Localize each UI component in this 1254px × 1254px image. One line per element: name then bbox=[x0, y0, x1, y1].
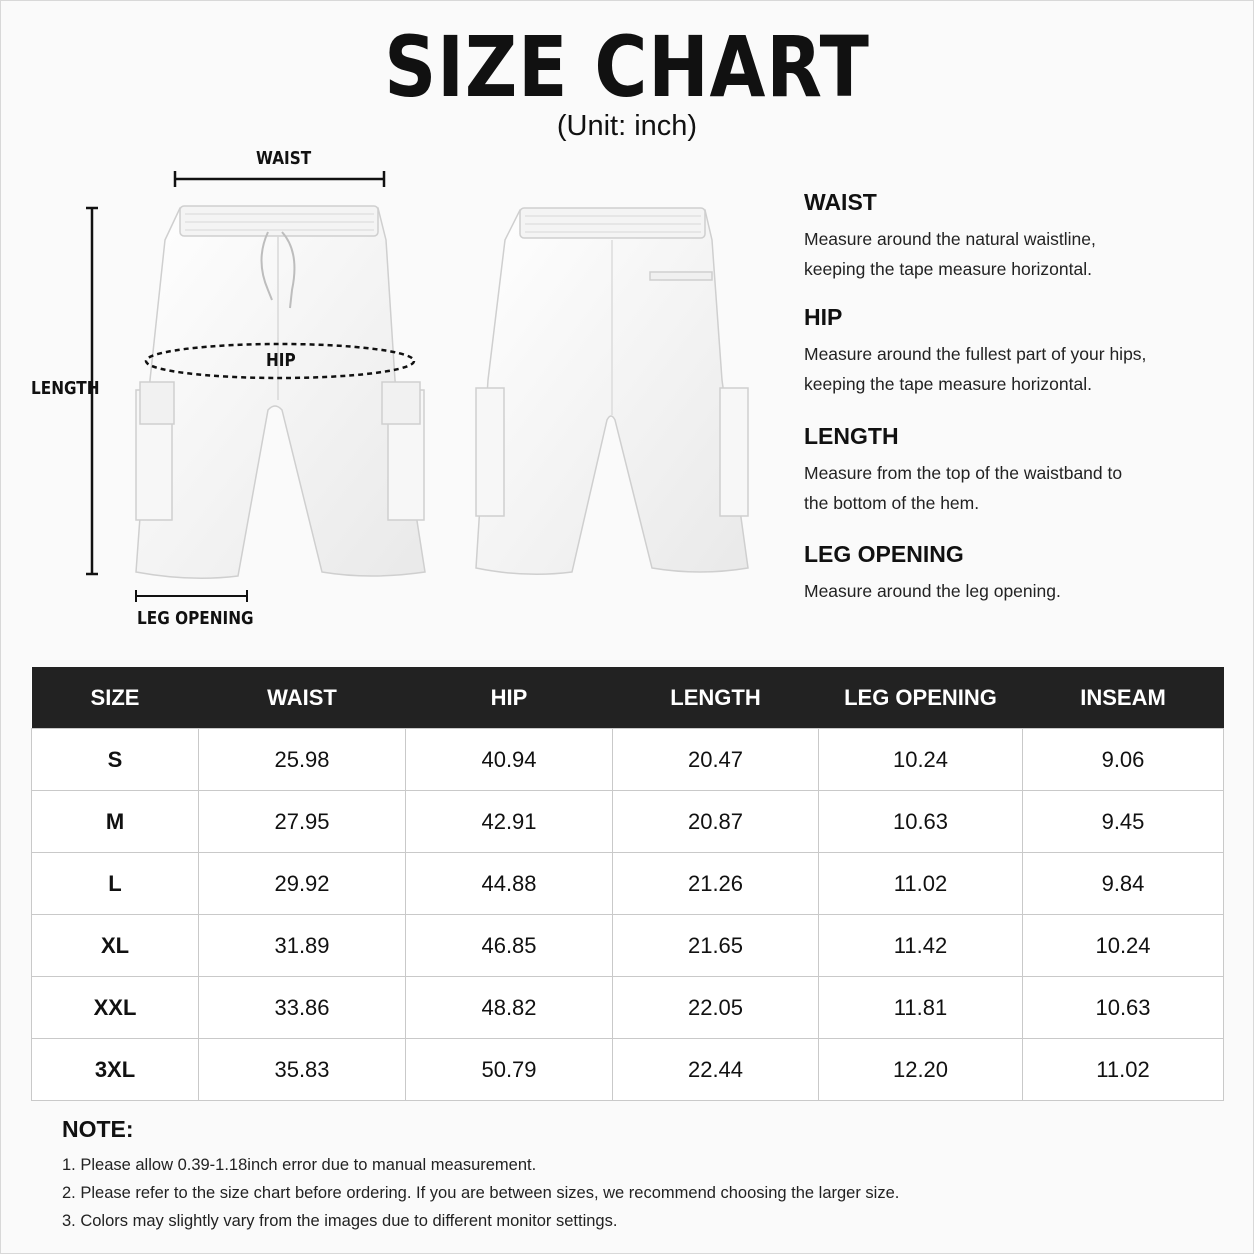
shorts-illustration bbox=[0, 140, 780, 650]
table-row bbox=[32, 729, 1224, 791]
header-size: SIZE bbox=[32, 667, 199, 729]
waist-cell: 25.98 bbox=[199, 729, 406, 791]
waist-cell: 27.95 bbox=[199, 791, 406, 853]
front-shorts bbox=[136, 206, 425, 578]
note-item: 1. Please allow 0.39-1.18inch error due to manual measurement. bbox=[62, 1156, 537, 1174]
leg-opening-measure-line bbox=[136, 590, 247, 602]
hip-cell: 42.91 bbox=[406, 791, 613, 853]
unit-subtitle: (Unit: inch) bbox=[556, 110, 698, 142]
length-cell: 21.65 bbox=[613, 915, 819, 977]
hip-cell: 40.94 bbox=[406, 729, 613, 791]
waist-cell: 35.83 bbox=[199, 1039, 406, 1101]
leg-opening-cell: 11.02 bbox=[819, 853, 1023, 915]
inseam-cell: 9.45 bbox=[1023, 791, 1224, 853]
description-line: keeping the tape measure horizontal. bbox=[804, 374, 1092, 394]
header-length: LENGTH bbox=[613, 667, 819, 729]
hip-description bbox=[804, 304, 1234, 399]
waist-cell: 33.86 bbox=[199, 977, 406, 1039]
description-title: LENGTH bbox=[804, 423, 899, 449]
waist-cell: 31.89 bbox=[199, 915, 406, 977]
length-cell: 21.26 bbox=[613, 853, 819, 915]
size-cell: M bbox=[32, 791, 199, 853]
table-row bbox=[32, 791, 1224, 853]
size-cell: L bbox=[32, 853, 199, 915]
length-diagram-label: LENGTH bbox=[31, 378, 100, 399]
leg-opening-cell: 12.20 bbox=[819, 1039, 1023, 1101]
length-cell: 22.44 bbox=[613, 1039, 819, 1101]
page-title: SIZE CHART bbox=[384, 18, 870, 116]
description-title: WAIST bbox=[804, 189, 877, 215]
inseam-cell: 10.24 bbox=[1023, 915, 1224, 977]
hip-cell: 44.88 bbox=[406, 853, 613, 915]
leg-opening-description bbox=[804, 541, 1234, 606]
description-line: the bottom of the hem. bbox=[804, 493, 980, 513]
leg-opening-cell: 10.24 bbox=[819, 729, 1023, 791]
table-header-row bbox=[32, 667, 1224, 729]
table-row bbox=[32, 977, 1224, 1039]
inseam-cell: 9.06 bbox=[1023, 729, 1224, 791]
description-title: LEG OPENING bbox=[804, 541, 964, 567]
waist-diagram-label: WAIST bbox=[256, 148, 312, 169]
inseam-cell: 9.84 bbox=[1023, 853, 1224, 915]
description-line: Measure around the fullest part of your hips, bbox=[804, 344, 1147, 364]
description-line: Measure around the leg opening. bbox=[804, 581, 1061, 601]
hip-cell: 46.85 bbox=[406, 915, 613, 977]
size-table bbox=[31, 667, 1224, 1101]
header-inseam: INSEAM bbox=[1023, 667, 1224, 729]
notes-section bbox=[62, 1116, 899, 1235]
header-hip: HIP bbox=[406, 667, 613, 729]
inseam-cell: 10.63 bbox=[1023, 977, 1224, 1039]
description-line: keeping the tape measure horizontal. bbox=[804, 259, 1092, 279]
size-cell: 3XL bbox=[32, 1039, 199, 1101]
size-cell: XXL bbox=[32, 977, 199, 1039]
note-item: 2. Please refer to the size chart before ordering. If you are between sizes, we recommend choosing the larger size. bbox=[62, 1184, 900, 1202]
length-cell: 22.05 bbox=[613, 977, 819, 1039]
header-leg-opening: LEG OPENING bbox=[819, 667, 1023, 729]
back-shorts bbox=[476, 208, 748, 574]
leg-opening-cell: 10.63 bbox=[819, 791, 1023, 853]
description-title: HIP bbox=[804, 304, 843, 330]
hip-cell: 50.79 bbox=[406, 1039, 613, 1101]
table-row bbox=[32, 1039, 1224, 1101]
waist-description bbox=[804, 189, 1234, 284]
length-description bbox=[804, 423, 1234, 518]
size-cell: XL bbox=[32, 915, 199, 977]
length-cell: 20.87 bbox=[613, 791, 819, 853]
inseam-cell: 11.02 bbox=[1023, 1039, 1224, 1101]
waist-cell: 29.92 bbox=[199, 853, 406, 915]
table-row bbox=[32, 853, 1224, 915]
hip-diagram-label: HIP bbox=[266, 350, 296, 371]
leg-opening-cell: 11.42 bbox=[819, 915, 1023, 977]
description-line: Measure from the top of the waistband to bbox=[804, 463, 1123, 483]
hip-cell: 48.82 bbox=[406, 977, 613, 1039]
length-cell: 20.47 bbox=[613, 729, 819, 791]
table-row bbox=[32, 915, 1224, 977]
waist-measure-line bbox=[175, 171, 384, 187]
note-item: 3. Colors may slightly vary from the images due to different monitor settings. bbox=[62, 1212, 618, 1230]
shorts-drawing bbox=[0, 140, 780, 650]
leg-opening-cell: 11.81 bbox=[819, 977, 1023, 1039]
leg-opening-diagram-label: LEG OPENING bbox=[137, 608, 254, 629]
header-waist: WAIST bbox=[199, 667, 406, 729]
description-line: Measure around the natural waistline, bbox=[804, 229, 1096, 249]
size-cell: S bbox=[32, 729, 199, 791]
notes-heading: NOTE: bbox=[62, 1116, 134, 1142]
